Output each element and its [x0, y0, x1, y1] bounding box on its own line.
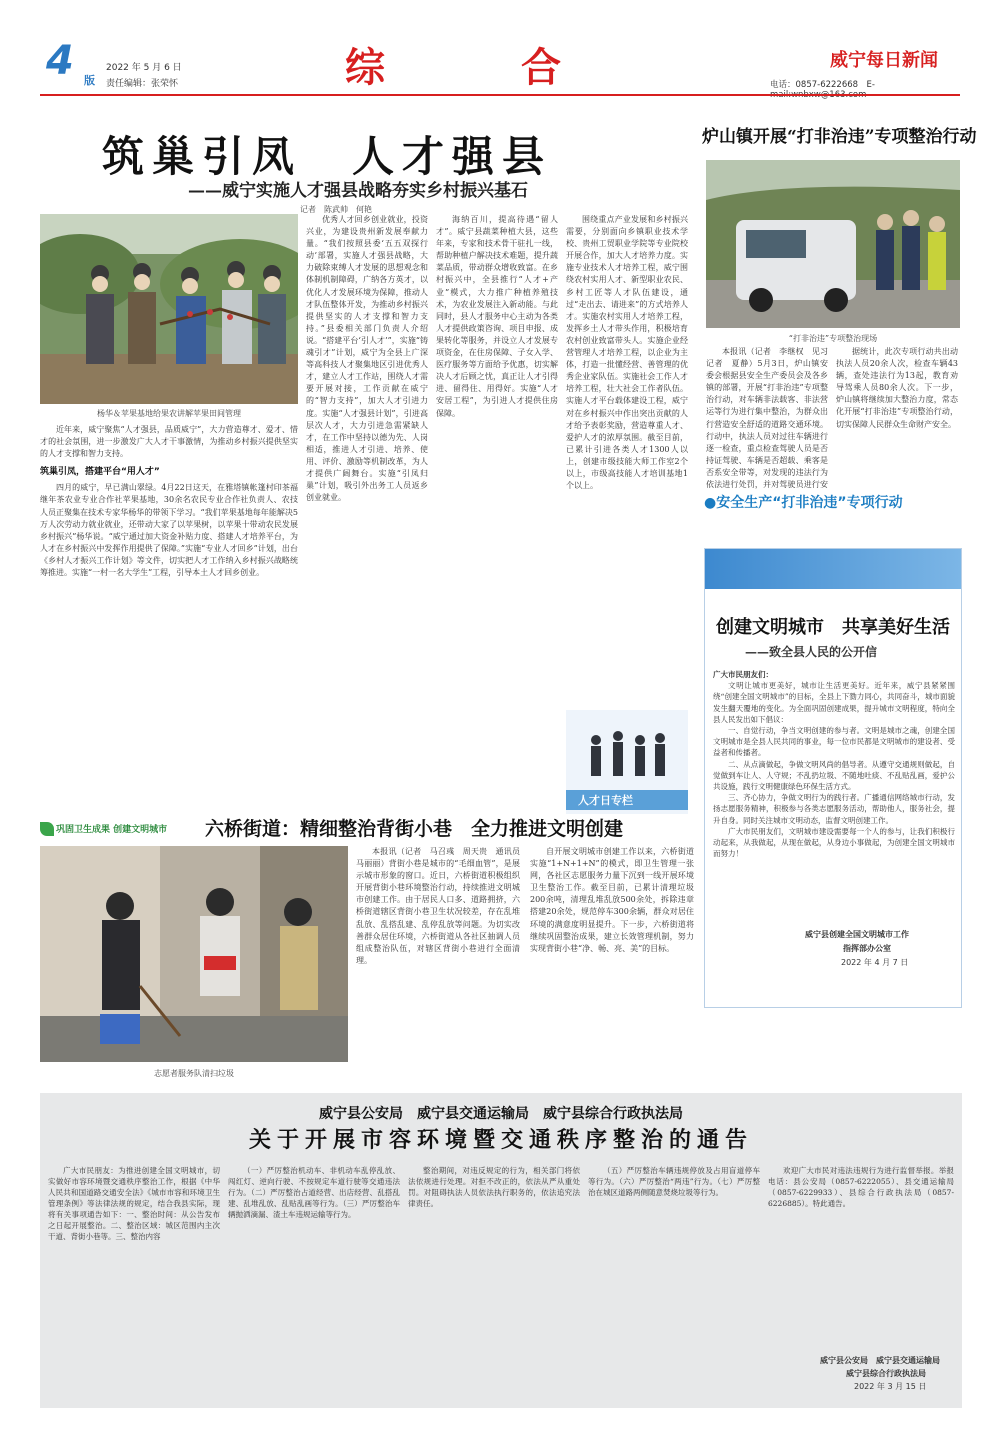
notice-text-5: 欢迎广大市民对违法违规行为进行监督举报。举报电话：县公安局（0857-6222055）、县交通运输局（0857-6229933）、县综合行政执法局（0857-6226885）。特此通告。 — [768, 1166, 954, 1208]
notice-text-4: （五）严厉整治车辆违规停放及占用盲道停车等行为。（六）严厉整治“两违”行为。（七）严厉整治在城区道路两侧随意焚烧垃圾等行为。 — [588, 1166, 760, 1197]
page-header — [40, 30, 960, 96]
apple-orchard-photo — [40, 214, 298, 404]
traffic-check-photo — [706, 160, 960, 328]
volunteer-cleanup-photo — [40, 846, 348, 1062]
notice-box — [40, 1093, 962, 1408]
lead-column-4 — [566, 214, 688, 704]
letter-date: 2022 年 4 月 7 日 — [841, 958, 909, 967]
letter-paragraph-3: 二、从点滴做起，争做文明风尚的倡导者。从遵守交通规则做起，自觉做到车让人、人守规；不乱扔垃圾、不随地吐痰、不乱贴乱画，爱护公共设施，践行文明健康绿色环保生活方式。 — [713, 759, 955, 792]
notice-text-3: 整治期间，对违反规定的行为，相关部门将依法依规进行处理。对拒不改正的，依法从严从重处罚。对阻碍执法人员依法执行职务的，依法追究法律责任。 — [408, 1166, 580, 1208]
letter-box — [704, 548, 962, 1008]
badge-leaf-icon — [40, 822, 54, 836]
letter-paragraph-4: 三、齐心协力，争做文明行为的践行者。广播通信网络城市行动，发扬志愿服务精神，积极参与各类志愿服务活动，帮助他人，服务社会，提升自身。同时关注城市文明动态，监督文明创建工作。 — [713, 793, 955, 825]
luzhou-title: 炉山镇开展“打非治违”专项整治行动 — [702, 127, 977, 147]
luzhou-text-1: 本报讯（记者 李继权 见习记者 夏静）5月3日，炉山镇安委会根据县安全生产委员会及各乡镇的部署，开展“打非治违”专项整治行动，对车辆非法载客、非法营运等行为进行集中整治，为群众出行营造安全舒适的道路交通环境。行动中，执法人员对过往车辆进行逐一检查，重点检查驾驶人员是否持证驾驶、车辆是否超载、乘客是否系安全带等，对发现的违法行为依法进行处罚，并对驾驶员进行安 — [706, 347, 828, 490]
letter-paragraph-1: 文明让城市更美好，城市让生活更美好。近年来，威宁县紧紧围绕“创建全国文明城市”的目标，全县上下勠力同心，共同奋斗，城市面貌发生翻天覆地的变化。为全面巩固创建成果，提升城市文明程度，特向全县人民发出如下倡议： — [713, 681, 955, 724]
lead-intro-text: 近年来，威宁聚焦“人才强县，品质威宁”，大力营造尊才、爱才、惜才的社会氛围，进一步激发广大人才干事激情，为推动乡村振兴提供坚实的人才支撑和智力支持。 — [40, 425, 298, 459]
letter-body — [713, 669, 955, 925]
letter-sign-1: 威宁县创建全国文明城市工作 — [805, 930, 909, 939]
lead-text-2: 优秀人才回乡创业就业，投资兴业，为建设贵州新发展奉献力量。“我们按照县委‘五五双探行动’部署，实施人才强县战略，大力破除束缚人才发展的思想观念和体制机制障碍，广纳各方英才，以优化人才发展环境为保障，推动人才队伍整体开发，为推动乡村振兴提供坚实的人才支撑和智力支持。”县委相关部门负责人介绍说。“搭建平台‘引人才’”，实施“铸魂引才”计划，威宁为全县上广深等高科技人才聚集地区引进优秀人才，建立人才工作站，围绕人才需要开展对接，工作贡献在威宁的“智力支持”，加大人才引进力度。实施“人才强县计划”，引进高层次人才，大力引进急需紧缺人才，在工作中坚持以德为先、人岗相适，推进人才引进、培养、使用、评价、激励等机制改革，为人才提供广阔舞台。实施“引凤归巢”计划，吸引外出务工人员返乡创业就业。 — [306, 215, 428, 503]
liuqiao-badge — [40, 816, 192, 842]
notice-title: 关于开展市容环境暨交通秩序整治的通告 — [248, 1127, 753, 1153]
editor-line: 责任编辑：张荣怀 — [106, 79, 179, 89]
notice-column-1 — [48, 1165, 220, 1401]
lead-text-4: 围绕重点产业发展和乡村振兴需要，分别面向乡镇职业技术学校、贵州工贸职业学院等专业院校开展合作，加大人才培养力度。实施专业技术人才培养工程，威宁围绕农村实用人才、新型职业农民、乡村工匠等人才队伍建设，通过“走出去、请进来”的方式培养人才。实施农村实用人才培养工程，发挥乡土人才带头作用，积极培育农村创业致富带头人。实施企业经营管理人才培养工程，以企业为主体，打造一批懂经营、善管理的优秀企业家队伍。实施社会工作人才培养工程，壮大社会工作者队伍。实施人才平台载体建设工程，威宁对在乡村振兴中作出突出贡献的人才给予表彰奖励，营造尊重人才、爱护人才的浓厚氛围。截至目前，已累计引进各类人才1300人以上，创建市级技能大师工作室2个以上，市级高技能人才培训基地1个以上。 — [566, 215, 688, 491]
notice-text-1: 广大市民朋友：为推进创建全国文明城市，切实做好市容环境暨交通秩序整治工作，根据《中华人民共和国道路交通安全法》《城市市容和环境卫生管理条例》等法律法规的规定，结合我县实际，现将有关事项通告如下：一、整治时间：从公告发布之日起开展整治。二、整治区域：城区范围内主次干道、背街小巷等。三、整治内容 — [48, 1166, 220, 1241]
notice-sign-1: 威宁县公安局 威宁县交通运输局 — [820, 1356, 940, 1365]
page-number: 4 — [46, 38, 74, 84]
liuqiao-column-1 — [356, 846, 520, 1080]
liuqiao-text-1: 本报讯（记者 马召彧 周天贵 通讯员 马丽丽）背街小巷是城市的“毛细血管”，是展示城市形象的窗口。近日，六桥街道积极组织开展背街小巷环境整治行动，持续推进文明城市创建工作。由于居民人口多、道路拥挤，六桥街道辖区背街小巷卫生状况较差，存在乱堆乱放、乱搭乱建、乱停乱放等问题。为切实改善群众居住环境，六桥街道从各社区抽调人员组成整治队伍，对辖区背街小巷进行全面清理。 — [356, 847, 520, 965]
luzhou-column-2 — [836, 346, 958, 490]
lead-subtitle: ——威宁实施人才强县战略夯实乡村振兴基石 — [188, 181, 528, 201]
liuqiao-text-2: 自开展文明城市创建工作以来，六桥街道实施“1+N+1+N”的模式，即卫生管理一张网，各社区志愿服务力量下沉到一线开展环境卫生整治工作。截至目前，已累计清理垃圾200余吨，清理乱堆乱放500余处，拆除违章搭建20余处，规范停车300余辆，群众对居住环境的满意度明显提升。下一步，六桥街道将继续巩固整治成果，建立长效管理机制，努力实现背街小巷“净、畅、亮、美”的目标。 — [530, 847, 694, 953]
rencai-graphic — [566, 710, 688, 814]
letter-greeting: 广大市民朋友们： — [713, 670, 773, 679]
notice-sign-2: 威宁县综合行政执法局 — [846, 1369, 926, 1378]
letter-top-band — [705, 549, 961, 589]
page-suffix: 版 — [84, 74, 95, 87]
lead-text-1b: 四月的威宁，早已满山翠绿。4月22日这天，在雅塔镇帐篷村印茶福继年茶农业专业合作社苹果基地，30余名农民专业合作社负责人、农技人员正聚集在技术专家华杨华的带领下学习。“我们苹果基地每年能解决5万人次劳动力就业就业，还带动大家了以苹果树，以苹果十带动农民发展乡村振兴”杨华说。“威宁通过加大资金补贴力度、搭建人才培养平台，为人才在乡村振兴中发挥作用提供了保障。”实施“专业人才回乡”计划，出台《乡村人才振兴工作计划》等文件，切实把人才工作纳入乡村振兴战略统筹推进。实施“一村一名大学生”工程，引导本土人才回乡创业。 — [40, 483, 298, 578]
letter-paragraph-5: 广大市民朋友们，文明城市建设需要每一个人的参与，让我们积极行动起来，从我做起，从现在做起，从身边小事做起，为创建全国文明城市而努力！ — [713, 826, 955, 859]
luzhou-text-2: 据统计，此次专项行动共出动执法人员20余人次，检查车辆43辆，查处违法行为13起，教育劝导驾乘人员80余人次。下一步，炉山镇将继续加大整治力度，常态化开展“打非治违”专项整治行动，切实保障人民群众生命财产安全。 — [836, 347, 958, 429]
lead-column-3 — [436, 214, 558, 816]
lead-title: 筑巢引凤 人才强县 — [102, 132, 553, 181]
luzhou-caption: “打非治违”专项整治现场 — [788, 334, 878, 343]
notice-column-2 — [228, 1165, 400, 1401]
letter-sign-2: 指挥部办公室 — [843, 944, 891, 953]
rencai-label: 人才日专栏 — [578, 794, 633, 807]
lead-subheading-1: 筑巢引凤，搭建平台“用人才” — [40, 467, 160, 478]
letter-paragraph-2: 一、自觉行动，争当文明创建的参与者。文明是城市之魂，创建全国文明城市是全县人民共同的事业，每一位市民都是文明城市的建设者、受益者和传播者。 — [713, 726, 955, 758]
header-rule — [40, 94, 960, 96]
lead-text-3: 海纳百川，提高待遇“留人才”。威宁县蔬菜种植大县，这些年来，专家和技术骨干驻扎一线，帮助种植户解决技术难题，提升蔬菜品质，带动群众增收致富。在乡村振兴中，全县推行“人才+产业”模式，大力推广种植养殖技术，为农业发展注入新动能。与此同时，县人才服务中心主动为各类人才提供政策咨询、项目申报、成果转化等服务，并设立人才发展专项资金，在住房保障、子女入学、医疗服务等方面给予优惠，切实解决人才后顾之忧，真正让人才引得进、留得住、用得好。实施“人才安居工程”，为引进人才提供住房保障。 — [436, 215, 558, 418]
notice-issuers: 威宁县公安局 威宁县交通运输局 威宁县综合行政执法局 — [319, 1106, 683, 1122]
notice-column-4 — [588, 1165, 760, 1401]
luzhou-column-1 — [706, 346, 828, 490]
notice-date: 2022 年 3 月 15 日 — [854, 1382, 927, 1391]
badge-text: 巩固卫生成果 创建文明城市 — [56, 825, 168, 835]
issue-date: 2022 年 5 月 6 日 — [106, 63, 182, 73]
notice-column-3 — [408, 1165, 580, 1401]
lead-byline: 记者 陈武帅 何艳 — [300, 205, 372, 214]
lead-column-2 — [306, 214, 428, 816]
notice-column-5 — [768, 1165, 954, 1351]
liuqiao-title: 六桥街道：精细整治背街小巷 全力推进文明创建 — [205, 818, 624, 840]
liuqiao-column-2 — [530, 846, 694, 1080]
liuqiao-caption: 志愿者服务队清扫垃圾 — [154, 1069, 234, 1078]
contact-line: 电话：0857-6222668 E- — [770, 80, 875, 90]
letter-title: 创建文明城市 共享美好生活 — [716, 617, 950, 638]
lead-photo-caption: 杨华＆苹果基地给果农讲解苹果田间管理 — [97, 409, 241, 418]
lead-column-1 — [40, 424, 298, 816]
notice-text-2: （一）严厉整治机动车、非机动车乱停乱放、闯红灯、逆向行驶、不按规定车道行驶等交通违法行为。（二）严厉整治占道经营、出店经营、乱搭乱建、乱堆乱放、乱贴乱画等行为。（三）严厉整治车辆抛洒滴漏、渣土车违规运输等行为。 — [228, 1166, 400, 1219]
brand-name: 威宁每日新闻 — [830, 50, 938, 71]
letter-subtitle: ——致全县人民的公开信 — [745, 645, 878, 659]
safety-banner: ●安全生产“打非治违”专项行动 — [704, 495, 903, 511]
section-title: 综 合 — [345, 44, 565, 91]
